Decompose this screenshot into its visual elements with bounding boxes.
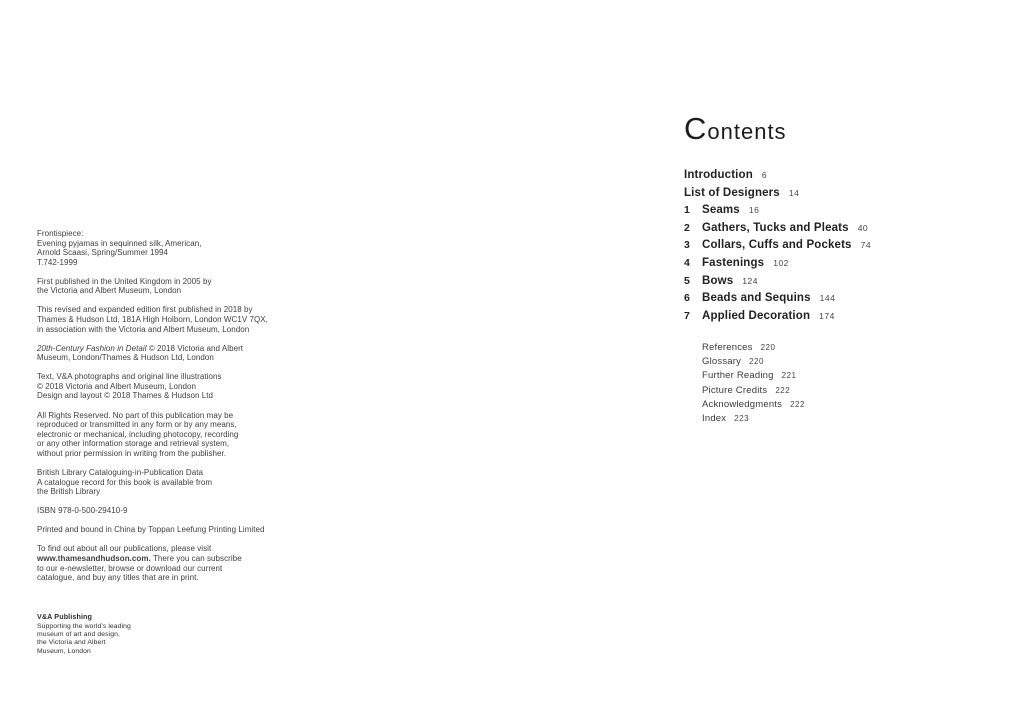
chapter-title: Bows <box>702 274 734 287</box>
colophon-line: Museum, London/Thames & Hudson Ltd, London <box>37 353 214 363</box>
va-publishing-lockup <box>37 613 327 656</box>
contents-title-initial: C <box>684 111 708 146</box>
toc-entry-chapter <box>684 292 871 310</box>
back-matter-entry <box>702 342 805 356</box>
marketing-rest: There you can subscribe <box>150 554 242 564</box>
page-number: 220 <box>760 343 776 352</box>
back-matter-label: References <box>702 342 753 353</box>
frontispiece-caption <box>37 229 327 267</box>
back-matter-entry <box>702 385 805 399</box>
marketing-paragraph <box>37 544 327 582</box>
back-matter-label: Picture Credits <box>702 384 768 396</box>
printer-line <box>37 525 327 535</box>
copyright-paragraph <box>37 344 327 363</box>
va-publishing-line: Supporting the world’s leading <box>37 623 131 631</box>
toc-entry-chapter <box>684 204 871 222</box>
colophon-line: All Rights Reserved. No part of this publication may be <box>37 410 234 420</box>
colophon-block <box>37 229 327 656</box>
museum-number: T.742-1999 <box>37 257 78 267</box>
colophon-line: reproduced or transmitted in any form or by any means, <box>37 420 237 430</box>
toc-label: Introduction <box>684 169 753 181</box>
back-matter-label: Glossary <box>702 356 742 368</box>
toc-entry-list-of-designers <box>684 187 871 205</box>
chapter-title: Fastenings <box>702 256 765 269</box>
toc-entry-chapter <box>684 275 871 293</box>
page-number: 74 <box>860 240 872 251</box>
chapter-number: 5 <box>684 274 690 287</box>
chapter-title: Gathers, Tucks and Pleats <box>702 221 849 234</box>
colophon-line: the Victoria and Albert Museum, London <box>37 286 182 296</box>
colophon-line: catalogue, and buy any titles that are in print. <box>37 573 199 583</box>
colophon-line: A catalogue record for this book is available from <box>37 477 213 487</box>
colophon-line: Thames & Hudson Ltd, 181A High Holborn, London WC1V 7QX, <box>37 315 268 325</box>
colophon-line: This revised and expanded edition first published in 2018 by <box>37 305 253 315</box>
colophon-line: to our e-newsletter, browse or download our current <box>37 563 223 573</box>
publisher-url: www.thamesandhudson.com. <box>37 554 151 564</box>
chapter-title: Seams <box>702 204 740 217</box>
isbn-value: ISBN 978-0-500-29410-9 <box>37 506 128 516</box>
colophon-line: or any other information storage and retrieval system, <box>37 439 230 449</box>
credits-paragraph <box>37 372 327 401</box>
chapter-title: Applied Decoration <box>702 309 811 322</box>
colophon-line: Design and layout © 2018 Thames & Hudson Ltd <box>37 391 214 401</box>
library-paragraph <box>37 468 327 497</box>
contents-title <box>684 110 787 147</box>
back-matter-label: Index <box>702 412 727 424</box>
page-number: 222 <box>775 385 791 395</box>
va-publishing-line: Museum, London <box>37 647 91 655</box>
back-matter-label: Acknowledgments <box>702 398 783 410</box>
chapter-title: Beads and Sequins <box>702 292 811 305</box>
colophon-line: Arnold Scaasi, Spring/Summer 1994 <box>37 248 169 258</box>
toc-entry-chapter <box>684 222 871 240</box>
back-matter-entry <box>702 370 805 384</box>
chapter-number: 1 <box>684 204 690 217</box>
page-number: 102 <box>773 257 789 268</box>
colophon-line: the British Library <box>37 487 101 497</box>
page-number: 40 <box>857 222 869 233</box>
colophon-line <box>37 344 327 354</box>
colophon-line: Evening pyjamas in sequinned silk, American, <box>37 238 202 248</box>
back-matter-entry <box>702 399 805 413</box>
page-number: 222 <box>790 399 805 409</box>
first-published-paragraph <box>37 277 327 296</box>
colophon-line: First published in the United Kingdom in 2005 by <box>37 276 212 286</box>
page-number: 14 <box>788 187 800 198</box>
colophon-line: Frontispiece: <box>37 229 84 238</box>
book-title-italic: 20th-Century Fashion in Detail <box>37 343 147 353</box>
chapter-title: Collars, Cuffs and Pockets <box>702 239 852 252</box>
toc-entry-chapter <box>684 257 871 275</box>
va-publishing-line: museum of art and design, <box>37 631 120 639</box>
toc-label: List of Designers <box>684 186 780 199</box>
colophon-line: Text, V&A photographs and original line illustrations <box>37 372 222 382</box>
rights-paragraph <box>37 411 327 459</box>
isbn-line <box>37 506 327 516</box>
page-number: 6 <box>761 170 768 180</box>
chapter-number: 4 <box>684 256 690 269</box>
back-matter-list <box>702 342 805 427</box>
page-number: 220 <box>749 357 764 367</box>
toc-entry-introduction <box>684 169 871 187</box>
toc-entry-chapter <box>684 310 871 328</box>
contents-list <box>684 169 871 327</box>
chapter-number: 7 <box>684 309 690 322</box>
va-publishing-line: the Victoria and Albert <box>37 639 106 647</box>
printer-value: Printed and bound in China by Toppan Leefung Printing Limited <box>37 525 265 535</box>
colophon-line: © 2018 Victoria and Albert Museum, London <box>37 381 197 391</box>
contents-title-rest: ontents <box>707 119 787 144</box>
page-number: 174 <box>819 310 835 321</box>
colophon-line <box>37 554 327 564</box>
page-number: 16 <box>748 205 760 216</box>
chapter-number: 6 <box>684 292 690 305</box>
page-number: 223 <box>734 413 750 423</box>
back-matter-entry <box>702 356 805 370</box>
colophon-line: in association with the Victoria and Albert Museum, London <box>37 324 250 334</box>
colophon-line: To find out about all our publications, please visit <box>37 544 212 554</box>
back-matter-entry <box>702 413 805 427</box>
back-matter-label: Further Reading <box>702 370 774 382</box>
page-number: 144 <box>819 293 836 304</box>
copyright-rest: © 2018 Victoria and Albert <box>146 343 244 353</box>
chapter-number: 3 <box>684 239 690 252</box>
colophon-line: without prior permission in writing from the publisher. <box>37 448 227 458</box>
page-number: 124 <box>742 275 758 286</box>
va-publishing-name: V&A Publishing <box>37 611 93 621</box>
colophon-line: electronic or mechanical, including photocopy, recording <box>37 429 239 439</box>
colophon-line: British Library Cataloguing-in-Publication Data <box>37 467 203 477</box>
page-number: 221 <box>781 371 797 381</box>
toc-entry-chapter <box>684 239 871 257</box>
chapter-number: 2 <box>684 221 690 234</box>
revised-edition-paragraph <box>37 305 327 334</box>
